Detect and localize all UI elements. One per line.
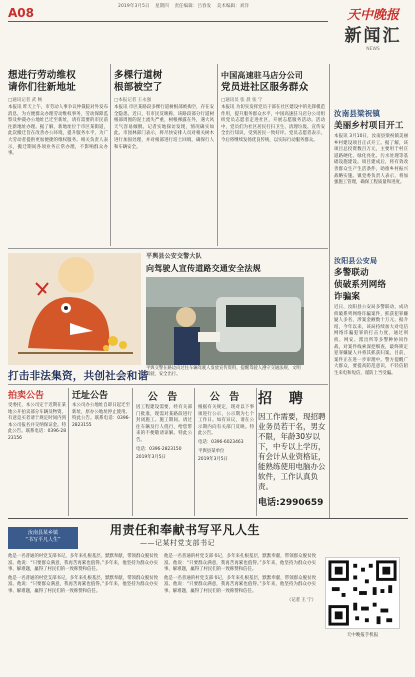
article-headline-2: 向驾驶人宣传道路交通安全法规	[146, 264, 261, 273]
header-rule	[8, 21, 328, 22]
brand-block	[338, 4, 408, 52]
traffic-photo	[146, 277, 304, 365]
notice-org: 平舆县某单位	[198, 448, 225, 454]
column-divider	[194, 388, 195, 516]
column-divider	[256, 388, 257, 516]
header-info	[118, 3, 253, 9]
article-headline: 想进行劳动维权	[8, 70, 76, 81]
article-headline-3: 侦破系列网络	[334, 280, 387, 290]
anti-fundraising-illustration	[8, 253, 141, 365]
article-body: 近日，汝阳县公安局多警联动，成功侦破系列网络诈骗案件，抓获犯罪嫌疑人多名，涉案金额数十万元。据介绍，今年以来，该局持续加大对电信网络诈骗犯罪的打击力度，通过刑侦、网安、派出所等多警种协同作战，对案件线索深挖细查，最终锁定犯罪嫌疑人并将其抓获归案。目前，案件正在进一步审理中。警方提醒广大群众，要提高防范意识，不轻信陌生来电和短信，谨防上当受骗。	[334, 305, 408, 376]
article-byline: □本报记者 王永强	[114, 98, 152, 103]
header-weekday: 星期四	[155, 4, 169, 9]
header-editor: 责任编辑：吕春发	[174, 4, 212, 9]
photo-caption: 平舆交警在路边向过往车辆驾驶人发放宣传资料，提醒驾驶人遵守交通法规、文明驾驶、安全出行。	[146, 366, 301, 377]
qr-code-icon	[326, 558, 399, 628]
feature-label-line2: “书写平凡人生”	[25, 537, 61, 543]
article-village	[334, 108, 408, 187]
relocation-title: 迁址公告	[72, 391, 109, 401]
recruitment-ad	[258, 388, 330, 508]
article-headline-2: 根部被空了	[114, 82, 163, 93]
notice-title: 公 告	[147, 392, 181, 403]
notice-phone: 电话：0396-2823150	[136, 446, 182, 452]
qr-caption: 天中晚报手机报	[346, 633, 379, 638]
article-fraud	[334, 255, 408, 378]
header-designer: 美术编辑：刘洋	[216, 4, 249, 9]
auction-title: 拍卖公告	[8, 391, 45, 401]
column-divider	[217, 64, 218, 246]
article-byline: □通讯员 张 晨 张 宁	[221, 98, 263, 103]
article-trees	[114, 70, 214, 151]
article-highway	[221, 70, 325, 145]
recruit-body: 因工作需要，现招聘业务员若干名，男女不限，年龄30岁以下，中专以上学历，有会计从业资格证，能熟练使用电脑办公软件，工作认真负责。	[258, 412, 326, 491]
feature-body: 他是一名普通的村党支部书记，多年来扎根基层，默默奉献，带领群众脱贫致富。他说：“只要群众满意，我再苦再累也值得。”多年来，他坚持为群众办实事、解难题，赢得了村民们的一致称赞和信任。	[8, 554, 158, 573]
notice-date: 2019年3月5日	[198, 457, 228, 463]
auction-notice	[8, 388, 66, 443]
promo-banner	[8, 368, 198, 383]
feature-body-repeat: 他是一名普通的村党支部书记，多年来扎根基层，默默奉献，带领群众脱贫致富。他说：“只要群众满意，我再苦再累也值得。”多年来，他坚持为群众办实事、解难题，赢得了村民们的一致称赞和信任。	[8, 575, 158, 594]
photo-image-icon	[146, 277, 304, 365]
article-headline-2: 多警联动	[334, 268, 369, 278]
article-headline: 多棵行道树	[114, 70, 163, 81]
cartoon-icon	[8, 253, 141, 365]
feature-body-repeat: 他是一名普通的村党支部书记，多年来扎根基层，默默奉献，带领群众脱贫致富。他说：“只要群众满意，我再苦再累也值得。”多年来，他坚持为群众办实事、解难题，赢得了村民们的一致称赞和信任。	[164, 575, 316, 594]
recruit-phone: 电话:2990659	[258, 498, 324, 508]
feature-column-1	[8, 552, 158, 596]
article-headline-4: 诈骗案	[334, 292, 361, 302]
feature-label-line1: 汝南县某乡镇	[27, 530, 58, 536]
article-body: 本报讯 为切实发挥党员干部在社区建设中的先锋模范作用，提升服务群众水平，中国高速驻马店分公司组织党员志愿者走进社区，开展志愿服务活动。活动中，党员们为社区居民打扫卫生、清理垃圾、宣传安全出行知识，受到居民一致好评。党员志愿者表示，今后将继续发扬优良传统，以实际行动服务群众。	[221, 105, 325, 143]
article-labor	[8, 70, 108, 158]
column-divider	[68, 388, 69, 516]
brand-logo: 天中晚报	[346, 8, 399, 23]
feature-subhead: ——记某村党支部书记	[140, 539, 215, 547]
article-headline-2: 党员进社区服务群众	[221, 82, 309, 93]
relocation-notice	[72, 388, 130, 429]
relocation-body: 本公司办公地址自即日起迁至新址，原办公地址停止使用。特此公告。联系电话：0396-2823155	[72, 403, 130, 428]
public-notice-2	[198, 388, 254, 464]
row-divider	[8, 518, 408, 519]
notice-date: 2019年3月5日	[136, 455, 166, 461]
auction-body: 受委托，本公司定于近期在某地公开拍卖部分车辆及物资，有意竞买者请于规定时间内到本公司报名并交纳保证金。特此公告。联系电话：0396-2823156	[8, 403, 66, 441]
article-headline: 平舆县公安交警大队	[146, 253, 202, 260]
row-divider	[8, 384, 328, 385]
article-body: 本报讯 市区某路段多棵行道树根部被掏空，存在安全隐患。近日，有市民反映称，该路段部分行道树根部周围的泥土流失严重，树根裸露在外，遇大风天气容易倾倒。记者实地探访发现，情况确实如此。市园林部门表示，将尽快安排人员对相关树木进行加固处理，并对根部进行培土回填，确保行人和车辆安全。	[114, 105, 214, 150]
article-headline-2: 美丽乡村项目开工	[334, 121, 404, 131]
page-code: A08	[8, 6, 34, 20]
notice-title: 公 告	[209, 392, 243, 403]
feature-byline: （记者 王 宁）	[286, 597, 316, 603]
qr-code[interactable]	[325, 557, 400, 629]
article-byline: □通讯记者 武 畅	[8, 98, 43, 103]
article-headline-2: 请你们往新地址	[8, 82, 76, 93]
column-divider	[132, 388, 133, 516]
row-divider	[8, 248, 328, 249]
notice-body: 因工程建设需要，经有关部门批准，现需对某路段进行封闭施工。施工期间，请过往车辆及行人绕行，给您带来的不便敬请谅解。特此公告。	[136, 405, 192, 443]
recruit-title: 招 聘	[258, 391, 309, 407]
header-date: 2019年3月5日	[118, 4, 150, 9]
public-notice-1	[136, 388, 192, 462]
promo-title: 打击非法集资，共创社会和谐	[8, 370, 149, 382]
notice-body: 根据有关规定，现对以下事项进行公示，公示期为七个工作日。如有异议，请在公示期内向有关部门反映。特此公告。	[198, 405, 254, 437]
feature-column-2	[164, 552, 316, 604]
section-title: 新闻汇	[344, 26, 402, 46]
article-headline: 中国高速驻马店分公司	[221, 71, 303, 80]
article-body: 本报讯 昨天上午，市劳动人事争议仲裁院对外发布消息，为方便群众办理劳动维权事务，劳动保障监察及仲裁办公地址已迁至新址，请有需要的市民前往新地址办理。据了解，新地址位于市区某街道，此次搬迁旨在改善办公环境，提升服务水平，为广大劳动者提供更加便捷的维权服务。相关负责人表示，搬迁期间各项业务正常办理，不影响群众办事。	[8, 105, 108, 157]
article-traffic	[146, 251, 326, 275]
article-body: 本报讯 3月10日，汝南县梁祝镇美丽乡村建设项目正式开工。据了解，该项目总投资数百万元，主要用于村庄道路硬化、绿化亮化、污水处理等基础设施建设。项目建成后，将有效改善群众生产生活条件，助推乡村振兴战略实施。镇党委负责人表示，将加强施工管理，确保工程质量和进度。	[334, 134, 408, 186]
feature-label	[8, 527, 78, 549]
feature-body: 他是一名普通的村党支部书记，多年来扎根基层，默默奉献，带领群众脱贫致富。他说：“只要群众满意，我再苦再累也值得。”多年来，他坚持为群众办实事、解难题，赢得了村民们的一致称赞和信任。	[164, 554, 316, 573]
article-headline: 汝南县梁祝镇	[334, 109, 381, 118]
section-en: NEWS	[366, 47, 380, 52]
feature-headline: 用责任和奉献书写平凡人生	[110, 523, 261, 537]
article-headline: 汝阳县公安局	[334, 257, 378, 265]
notice-phone: 电话：0396-6023463	[198, 439, 244, 445]
column-divider	[110, 64, 111, 246]
